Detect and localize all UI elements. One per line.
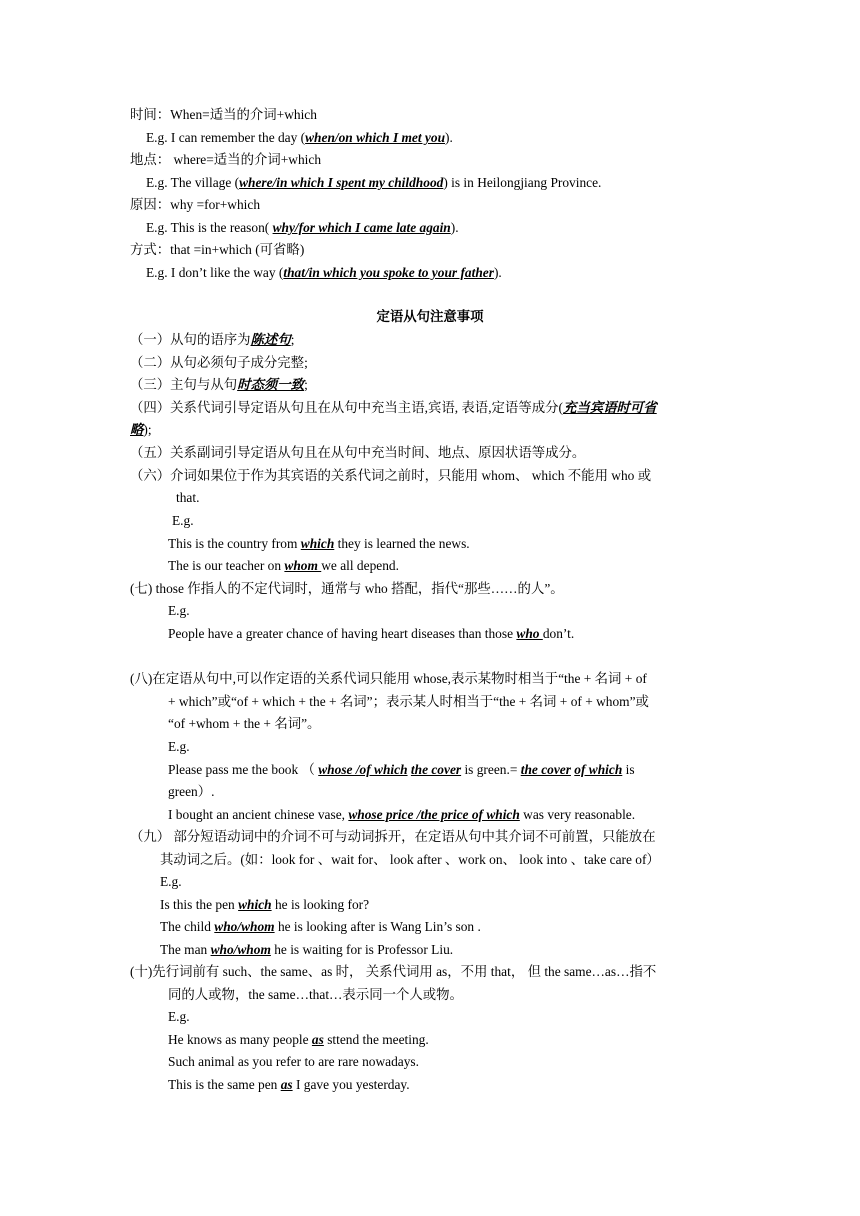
note-10-example-3: This is the same pen as I gave you yesterday. — [168, 1077, 410, 1092]
note-6: （六）介词如果位于作为其宾语的关系代词之前时，只能用 whom、 which 不能用 who 或 — [130, 468, 652, 483]
note-7-eg: E.g. — [168, 603, 190, 618]
note-8-example-1: Please pass me the book （ whose /of which the cover is green.= the cover of which is — [168, 762, 635, 777]
note-10-example-2: Such animal as you refer to are rare nowadays. — [168, 1054, 419, 1069]
note-10-eg: E.g. — [168, 1009, 190, 1024]
note-6-cont: that. — [176, 490, 200, 505]
note-4: （四）关系代词引导定语从句且在从句中充当主语,宾语, 表语,定语等成分(充当宾语时可省 — [130, 400, 657, 415]
section-title: 定语从句注意事项 — [376, 310, 484, 325]
note-6-example-2: The is our teacher on whom we all depend. — [168, 558, 399, 573]
manner-example: E.g. I don’t like the way (that/in which you spoke to your father). — [146, 265, 502, 280]
note-9-example-3: The man who/whom he is waiting for is Professor Liu. — [160, 942, 454, 957]
note-9-example-1: Is this the pen which he is looking for? — [160, 897, 370, 912]
note-1: （一）从句的语序为陈述句; — [130, 332, 295, 347]
reason-example: E.g. This is the reason( why/for which I came late again). — [146, 220, 459, 235]
note-8-eg: E.g. — [168, 739, 190, 754]
place-example: E.g. The village (where/in which I spent my childhood) is in Heilongjiang Province. — [146, 175, 602, 190]
note-10-cont: 同的人或物，the same…that…表示同一个人或物。 — [168, 987, 463, 1002]
place-rule: 地点： where=适当的介词+which — [130, 152, 322, 167]
time-example: E.g. I can remember the day (when/on which I met you). — [146, 130, 453, 145]
note-8-cont-1: + which”或“of + which + the + 名词”；表示某人时相当于“the + 名词 + of + whom”或 — [168, 694, 649, 709]
note-5: （五）关系副词引导定语从句且在从句中充当时间、地点、原因状语等成分。 — [130, 445, 586, 460]
note-9-eg: E.g. — [160, 874, 182, 889]
note-8-cont-2: “of +whom + the + 名词”。 — [168, 716, 321, 731]
note-4-cont: 略); — [130, 422, 152, 437]
note-8-example-2: I bought an ancient chinese vase, whose price /the price of which was very reasonable. — [168, 807, 636, 822]
note-6-example-1: This is the country from which they is learned the news. — [168, 536, 470, 551]
note-8: (八)在定语从句中,可以作定语的关系代词只能用 whose,表示某物时相当于“the + 名词 + of — [130, 671, 647, 686]
note-6-eg: E.g. — [172, 513, 194, 528]
note-2: （二）从句必须句子成分完整; — [130, 355, 308, 370]
note-9: （九） 部分短语动词中的介词不可与动词拆开，在定语从句中其介词不可前置，只能放在 — [130, 829, 656, 844]
manner-rule: 方式：that =in+which (可省略) — [130, 242, 305, 257]
time-rule: 时间：When=适当的介词+which — [130, 107, 317, 122]
note-7: (七) those 作指人的不定代词时，通常与 who 搭配，指代“那些……的人”。 — [130, 581, 564, 596]
note-3: （三）主句与从句时态须一致; — [130, 377, 308, 392]
note-9-example-2: The child who/whom he is looking after is Wang Lin’s son . — [160, 919, 481, 934]
note-8-example-1-cont: green）. — [168, 784, 215, 799]
note-9-cont: 其动词之后。(如：look for 、wait for、 look after 、work on、 look into 、take care of） — [160, 852, 660, 867]
note-10-example-1: He knows as many people as sttend the meeting. — [168, 1032, 429, 1047]
note-7-example: People have a greater chance of having heart diseases than those who don’t. — [168, 626, 575, 641]
note-10: (十)先行词前有 such、the same、as 时， 关系代词用 as，不用 that， 但 the same…as…指不 — [130, 964, 657, 979]
reason-rule: 原因：why =for+which — [130, 197, 261, 212]
